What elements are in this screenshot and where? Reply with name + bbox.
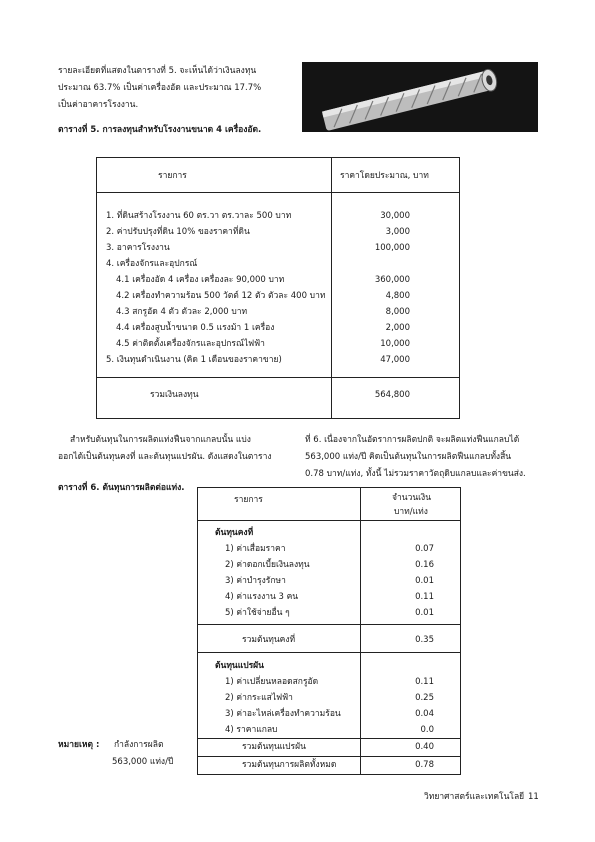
table6-col-item: รายการ: [234, 495, 263, 505]
table5-row-value: 4,800: [385, 291, 410, 301]
para-left-line-2: ออกได้เป็นต้นทุนคงที่ และต้นทุนแปรผัน. ดังแสดงในตาราง: [58, 452, 272, 462]
table6-var-row-label: 2) ค่ากระแสไฟฟ้า: [225, 693, 293, 703]
table5-row-label: 4.3 สกรูอัด 4 ตัว ตัวละ 2,000 บาท: [116, 307, 248, 317]
table6-fixed-row-value: 0.16: [415, 560, 434, 570]
table6-var-row-value: 0.04: [415, 709, 434, 719]
table5-row-label: 4.5 ค่าติดตั้งเครื่องจักรและอุปกรณ์ไฟฟ้า: [116, 339, 265, 349]
page-number: 11: [528, 792, 539, 802]
table6-var-total-value: 0.40: [415, 742, 434, 752]
table5-total-label: รวมเงินลงทุน: [150, 390, 199, 400]
table6-col-amount-2: บาท/แท่ง: [394, 507, 428, 517]
table6-fixed-row-value: 0.01: [415, 608, 434, 618]
table6-fixed-row-label: 2) ค่าดอกเบี้ยเงินลงทุน: [225, 560, 310, 570]
table5-row-label: 3. อาคารโรงงาน: [106, 243, 170, 253]
table6-col-amount-1: จำนวนเงิน: [392, 493, 432, 503]
table5-row-label: 4.1 เครื่องอัด 4 เครื่อง เครื่องละ 90,000 บาท: [116, 275, 285, 285]
para-left-line-1: สำหรับต้นทุนในการผลิตแท่งฟืนจากแกลบนั้น แบ่ง: [70, 435, 251, 445]
table6-fixed-row-value: 0.07: [415, 544, 434, 554]
para-right-line-2: 563,000 แท่ง/ปี คิดเป็นต้นทุนในการผลิตฟืนแกลบทั้งสิ้น: [305, 452, 512, 462]
note-line-2: 563,000 แท่ง/ปี: [112, 757, 174, 767]
table5-row-label: 4. เครื่องจักรและอุปกรณ์: [106, 259, 198, 269]
table5-row-label: 1. ที่ดินสร้างโรงงาน 60 ตร.วา ตร.วาละ 500 บาท: [106, 211, 292, 221]
table5-row-value: 8,000: [385, 307, 410, 317]
table6-caption: ตารางที่ 6. ต้นทุนการผลิตต่อแท่ง.: [58, 483, 185, 493]
table6-grand-total-value: 0.78: [415, 760, 434, 770]
para-right-line-3: 0.78 บาท/แท่ง, ทั้งนี้ ไม่รวมราคาวัตถุดิบแกลบและค่าขนส่ง.: [305, 469, 526, 479]
table6-var-total-label: รวมต้นทุนแปรผัน: [242, 742, 306, 752]
note-label: หมายเหตุ :: [58, 740, 100, 750]
table5-row-value: 10,000: [380, 339, 410, 349]
table6-var-row-value: 0.25: [415, 693, 434, 703]
table5-row-value: 100,000: [374, 243, 410, 253]
briquette-illustration: [302, 62, 538, 132]
table6-fixed-row-value: 0.01: [415, 576, 434, 586]
table5-total-value: 564,800: [374, 390, 410, 400]
table5-row-value: 47,000: [380, 355, 410, 365]
table6-fixed-row-label: 4) ค่าแรงงาน 3 คน: [225, 592, 299, 602]
footer-journal: วิทยาศาสตร์และเทคโนโลยี: [424, 792, 525, 802]
table6-var-row-label: 1) ค่าเปลี่ยนหลอดสกรูอัด: [225, 677, 319, 687]
table6-fixed-header: ต้นทุนคงที่: [215, 528, 254, 538]
intro-line-3: เป็นค่าอาคารโรงงาน.: [58, 100, 139, 110]
table5-row-label: 5. เงินทุนดำเนินงาน (คิด 1 เดือนของราคาขาย): [106, 355, 282, 365]
intro-line-2: ประมาณ 63.7% เป็นค่าเครื่องอัด และประมาณ 17.7%: [58, 83, 262, 93]
table6-var-row-label: 4) ราคาแกลบ: [225, 725, 278, 735]
table5-row-value: 30,000: [380, 211, 410, 221]
table5-row-label: 2. ค่าปรับปรุงที่ดิน 10% ของราคาที่ดิน: [106, 227, 250, 237]
table6-fixed-row-label: 5) ค่าใช้จ่ายอื่น ๆ: [225, 608, 290, 618]
table5-row-label: 4.4 เครื่องสูบน้ำขนาด 0.5 แรงม้า 1 เครื่อง: [116, 323, 275, 333]
table6-fixed-total-value: 0.35: [415, 635, 434, 645]
table5-row-value: 2,000: [385, 323, 410, 333]
table5-row-label: 4.2 เครื่องทำความร้อน 500 วัตต์ 12 ตัว ตัวละ 400 บาท: [116, 291, 326, 301]
note-line-1: กำลังการผลิต: [114, 740, 164, 750]
table5-col-item: รายการ: [158, 171, 187, 181]
table5-row-value: 3,000: [385, 227, 410, 237]
intro-line-1: รายละเอียดที่แสดงในตารางที่ 5. จะเห็นได้ว่าเงินลงทุน: [58, 66, 257, 76]
table6-grand-total-label: รวมต้นทุนการผลิตทั้งหมด: [242, 760, 337, 770]
table6-fixed-row-value: 0.11: [415, 592, 434, 602]
para-right-line-1: ที่ 6. เนื่องจากในอัตราการผลิตปกติ จะผลิตแท่งฟืนแกลบได้: [305, 435, 520, 445]
table5-col-price: ราคาโดยประมาณ, บาท: [340, 171, 429, 181]
table6-var-header: ต้นทุนแปรผัน: [215, 661, 264, 671]
investment-table: [96, 157, 460, 419]
table6-var-row-label: 3) ค่าอะไหล่เครื่องทำความร้อน: [225, 709, 341, 719]
table6-var-row-value: 0.11: [415, 677, 434, 687]
table5-row-value: 360,000: [374, 275, 410, 285]
briquette-photo: [302, 62, 538, 132]
table6-var-row-value: 0.0: [420, 725, 434, 735]
table6-fixed-row-label: 1) ค่าเสื่อมราคา: [225, 544, 286, 554]
table5-caption: ตารางที่ 5. การลงทุนสำหรับโรงงานขนาด 4 เครื่องอัด.: [58, 125, 262, 135]
table6-fixed-row-label: 3) ค่าบำรุงรักษา: [225, 576, 286, 586]
table6-fixed-total-label: รวมต้นทุนคงที่: [242, 635, 296, 645]
